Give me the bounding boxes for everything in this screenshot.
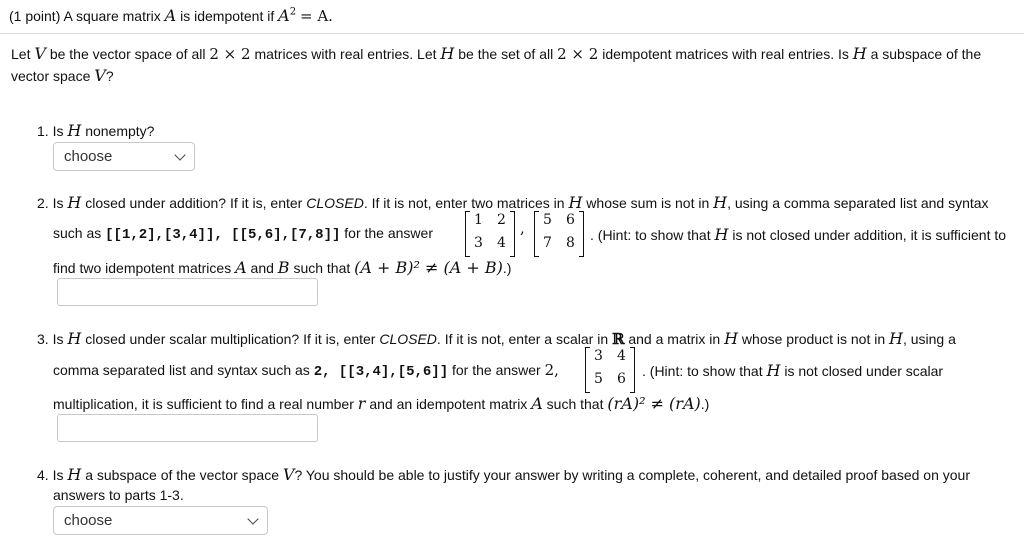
question-2-line-2b: . (Hint: to show that H is not closed under addition, it is sufficient to [590,225,1007,244]
math-eq-A: = A. [299,7,333,25]
matrix-2: 5 6 7 8 [534,211,584,257]
question-2-line-2a: such as [[1,2],[3,4]], [[5,6],[7,8]] for the answer [53,225,433,243]
q2-answer-input[interactable] [57,278,318,306]
question-3-line-2a: comma separated list and syntax such as 2, [[3,4],[5,6]] for the answer 2, [53,361,559,380]
question-2-line-1: 2. Is H closed under addition? If it is, enter CLOSED. If it is not, enter two matrices in H whose sum is not in H, using a comma separated list and syntax [37,193,989,212]
q1-answer-select[interactable] [53,142,195,171]
question-3-line-3: multiplication, it is sufficient to find a real number r and an idempotent matrix A such that (rA)² ≠ (rA).) [53,394,710,413]
question-4-line-1: 4. Is H a subspace of the vector space V? You should be able to justify your answer by writing a complete, coherent, and detailed proof based on your [37,465,970,484]
matrix-comma: , [520,219,525,237]
chevron-down-icon [247,513,258,524]
q3-answer-input[interactable] [57,414,318,442]
math-A-squared: $A^2$ [278,6,297,25]
intro-line-2: vector space V? [11,66,114,85]
header-divider [0,33,1024,34]
definition-text: A square matrix [63,8,161,24]
question-2-line-3: find two idempotent matrices A and B such that (A + B)² ≠ (A + B).) [53,258,512,277]
q1-select-value: choose [64,148,113,165]
intro-line-1: Let V be the vector space of all 2 × 2 matrices with real entries. Let H be the set of all 2 × 2 idempotent matrices with real entries. Is H a subspace of the [11,44,982,63]
question-3-line-1: 3. Is H closed under scalar multiplication? If it is, enter CLOSED. If it is not, enter a scalar in ℝ and a matrix in H whose product is not in H, using a [37,329,956,348]
definition-text-2: is idempotent if [180,8,275,24]
question-4-line-2: answers to parts 1-3. [53,487,184,503]
chevron-down-icon [174,149,185,160]
math-A: A [164,6,177,25]
q4-answer-select[interactable] [53,506,268,535]
problem-header [9,6,333,25]
points-label: (1 point) [9,8,61,24]
matrix-1: 1 2 3 4 [465,211,515,257]
q4-select-value: choose [64,512,113,529]
question-3-line-2b: . (Hint: to show that H is not closed under scalar [642,361,944,380]
matrix-3: 3 4 5 6 [585,347,635,393]
question-1: 1. Is H nonempty? [37,121,155,140]
